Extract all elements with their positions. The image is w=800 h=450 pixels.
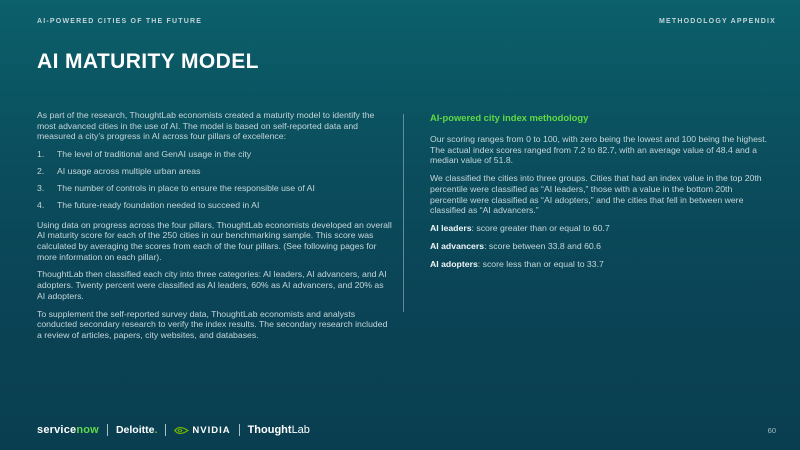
classification-advancers bbox=[430, 241, 770, 252]
top-bar bbox=[37, 18, 776, 25]
list-item bbox=[37, 183, 393, 194]
list-item-text: The number of controls in place to ensure the responsible use of AI bbox=[57, 183, 315, 194]
classification-text: : score greater than or equal to 60.7 bbox=[471, 222, 610, 233]
classification-leaders bbox=[430, 223, 770, 234]
thoughtlab-logo-lab: Lab bbox=[291, 424, 310, 436]
deloitte-logo bbox=[116, 424, 157, 436]
logo-separator bbox=[107, 424, 108, 436]
classification-label: AI adopters bbox=[430, 259, 478, 270]
methodology-heading: AI-powered city index methodology bbox=[430, 112, 589, 123]
nvidia-logo bbox=[174, 425, 230, 436]
list-item bbox=[37, 166, 393, 177]
list-item-number: 4. bbox=[37, 200, 45, 211]
list-item-text: The level of traditional and GenAI usage in the city bbox=[57, 149, 252, 160]
list-item-text: The future-ready foundation needed to succeed in AI bbox=[57, 200, 260, 211]
body-paragraph: To supplement the self-reported survey data, ThoughtLab economists and analysts conducted secondary research to verify the index results. The secondary research included a review of articles, papers, city websites, and databases. bbox=[37, 308, 388, 340]
nvidia-logo-name: NVIDIA bbox=[192, 424, 231, 436]
classification-text: : score between 33.8 and 60.6 bbox=[484, 241, 601, 252]
list-item bbox=[37, 200, 393, 211]
column-divider bbox=[403, 114, 404, 312]
list-item-text: AI usage across multiple urban areas bbox=[57, 166, 201, 177]
body-paragraph: Our scoring ranges from 0 to 100, with zero being the lowest and 100 being the highest. The actual index scores ranged from 7.2 to 82.7, with an average value of 48.4 and a median value of 51.8. bbox=[430, 134, 768, 166]
servicenow-logo-service: service bbox=[37, 424, 77, 436]
logo-separator bbox=[239, 424, 240, 436]
intro-paragraph: As part of the research, ThoughtLab economists created a maturity model to identify the most advanced cities in the use of AI. The model is based on self-reported data and measured a city’s progress in AI across four pillars of excellence: bbox=[37, 110, 375, 142]
report-title: AI-POWERED CITIES OF THE FUTURE bbox=[37, 18, 203, 25]
thoughtlab-logo-thought: Thought bbox=[247, 424, 292, 436]
list-item-number: 3. bbox=[37, 183, 45, 194]
page-number: 60 bbox=[767, 425, 776, 435]
methodology-panel bbox=[430, 110, 770, 278]
classification-adopters bbox=[430, 259, 770, 270]
nvidia-eye-icon bbox=[174, 425, 189, 436]
list-item bbox=[37, 149, 393, 160]
servicenow-logo bbox=[37, 424, 99, 436]
thoughtlab-logo bbox=[248, 424, 310, 436]
left-column bbox=[37, 110, 393, 348]
deloitte-logo-name: Deloitte bbox=[115, 424, 155, 436]
footer bbox=[37, 424, 776, 436]
list-item-number: 1. bbox=[37, 149, 45, 160]
servicenow-logo-now: now bbox=[76, 424, 99, 436]
section-label: METHODOLOGY APPENDIX bbox=[659, 18, 776, 25]
page-title: AI MATURITY MODEL bbox=[37, 50, 259, 73]
partner-logos bbox=[37, 424, 310, 436]
body-paragraph: ThoughtLab then classified each city into three categories: AI leaders, AI advancers, and AI adopters. Twenty percent were classified as AI leaders, 60% as AI advancers, and 20% as AI adopters. bbox=[37, 269, 387, 301]
logo-separator bbox=[165, 424, 166, 436]
pillars-list bbox=[37, 149, 393, 211]
classification-label: AI advancers bbox=[430, 241, 485, 252]
body-paragraph: We classified the cities into three groups. Cities that had an index value in the top 20th percentile were classified as “AI leaders,” those with a value in the bottom 20th percentile were classified as “AI adopters,” and the cities that fell in between were classified as “AI advancers.” bbox=[430, 173, 762, 216]
list-item-number: 2. bbox=[37, 166, 45, 177]
body-paragraph: Using data on progress across the four pillars, ThoughtLab economists developed an overall AI maturity score for each of the 250 cities in our benchmarking sample. This score was calculated by averaging the scores from each of the four pillars. (See following pages for more information on each pillar). bbox=[37, 219, 392, 262]
deloitte-logo-dot: . bbox=[154, 424, 158, 436]
classification-label: AI leaders bbox=[430, 222, 472, 233]
classification-text: : score less than or equal to 33.7 bbox=[477, 259, 604, 270]
